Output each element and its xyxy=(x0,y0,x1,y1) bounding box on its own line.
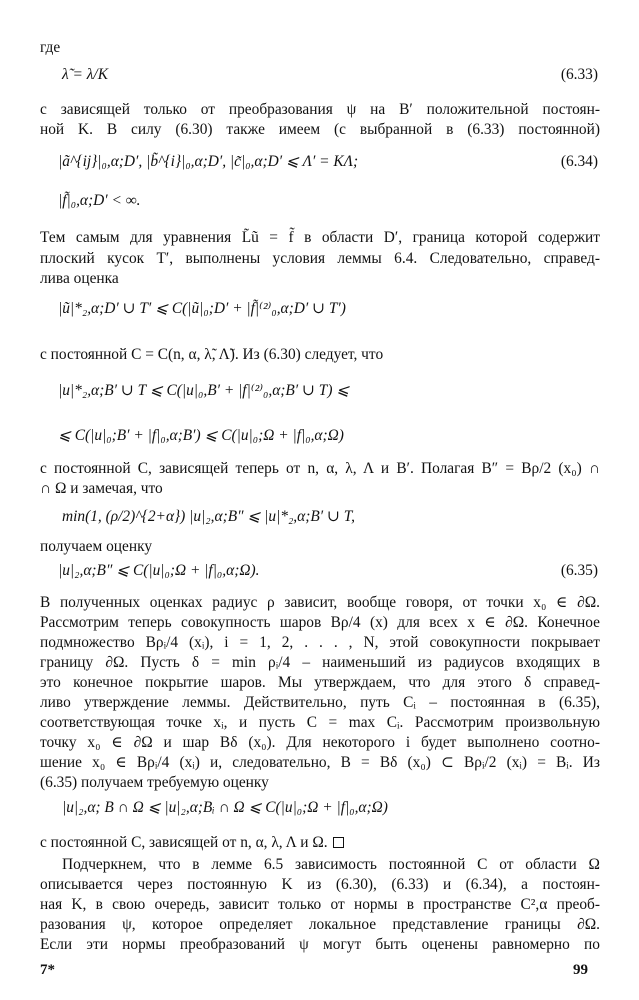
qed-square-icon xyxy=(333,837,344,848)
text-line: разования ψ, которое определяет локальное представление границы ∂Ω. xyxy=(40,916,600,933)
text-line: подмножество Bρᵢ/4 (xᵢ), i = 1, 2, . . . , N, этой совокупности покрывает xyxy=(40,634,600,651)
text-line: получаем оценку xyxy=(40,538,153,555)
formula-6-33: λ̃ = λ/K xyxy=(62,66,108,83)
text-line: Тем самым для уравнения L̃ũ = f̃ в области D′, граница которой содержит xyxy=(40,229,600,246)
text-line: Рассмотрим теперь совокупность шаров Bρ/4 (x) для всех x ∈ ∂Ω. Конечное xyxy=(40,614,600,631)
text-line: описывается через постоянную K из (6.30), (6.33) и (6.34), а постоян- xyxy=(40,876,600,893)
text-line: это конечное покрытие шаров. Мы утверждаем, что для этого δ справед- xyxy=(40,674,600,691)
signature-mark: 7* xyxy=(40,962,55,978)
text-line: с постоянной C = C(n, α, λ̃, Λ̃). Из (6.30) следует, что xyxy=(40,346,384,363)
text-line: с зависящей только от преобразования ψ на B′ положительной постоян- xyxy=(40,101,600,118)
formula-6-35: |u|₂,α;B″ ⩽ C(|u|₀;Ω + |f|₀,α;Ω). xyxy=(58,562,260,579)
text-line: лива оценка xyxy=(40,270,119,287)
text-line: с постоянной C, зависящей теперь от n, α, λ, Λ и B′. Полагая B″ = Bρ/2 (x₀) ∩ xyxy=(40,460,600,477)
text-line-end-proof xyxy=(40,833,600,853)
text-line: плоский кусок T′, выполнены условия леммы 6.4. Следовательно, справед- xyxy=(40,250,600,267)
text-line: В полученных оценках радиус ρ зависит, вообще говоря, от точки x₀ ∈ ∂Ω. xyxy=(40,594,600,611)
text-line: ной K. В силу (6.30) также имеем (с выбранной в (6.33) постоянной) xyxy=(40,121,600,138)
text-span: с постоянной C, зависящей от n, α, λ, Λ и Ω. xyxy=(40,834,328,851)
equation-number-6-33: (6.33) xyxy=(560,66,598,83)
formula-6-34-b: |f̃|₀,α;D′ < ∞. xyxy=(58,192,141,209)
text-line: ливо утверждение леммы. Действительно, путь Cᵢ – постоянная в (6.35), xyxy=(40,694,600,711)
formula-boundary-1: |u|*₂,α;B′ ∪ T ⩽ C(|u|₀,B′ + |f|⁽²⁾₀,α;B′ ∪ T) ⩽ xyxy=(58,382,350,399)
formula-boundary-2: ⩽ C(|u|₀;B′ + |f|₀,α;B′) ⩽ C(|u|₀;Ω + |f|₀,α;Ω) xyxy=(58,427,344,444)
text-line: ∩ Ω и замечая, что xyxy=(40,480,163,497)
equation-number-6-34: (6.34) xyxy=(560,153,598,170)
formula-final: |u|₂,α; B ∩ Ω ⩽ |u|₂,α;Bᵢ ∩ Ω ⩽ C(|u|₀;Ω + |f|₀,α;Ω) xyxy=(62,799,388,816)
text-line: ная K, в свою очередь, зависит только от нормы в пространстве C²,α преоб- xyxy=(40,896,600,913)
intro-word: где xyxy=(40,39,61,56)
page-number: 99 xyxy=(573,962,588,978)
text-line: шение x₀ ∈ Bρᵢ/4 (xᵢ) и, следовательно, B = Bδ (x₀) ⊂ Bρᵢ/2 (xᵢ) = Bᵢ. Из xyxy=(40,754,600,771)
formula-min: min(1, (ρ/2)^{2+α}) |u|₂,α;B″ ⩽ |u|*₂,α;B′ ∪ T, xyxy=(62,508,355,525)
equation-number-6-35: (6.35) xyxy=(560,562,598,579)
text-line: границу ∂Ω. Пусть δ = min ρᵢ/4 – наименьший из радиусов входящих в xyxy=(40,654,600,671)
text-line: соответствующая точке xᵢ, и пусть C = max Cᵢ. Рассмотрим произвольную xyxy=(40,714,600,731)
text-line: Подчеркнем, что в лемме 6.5 зависимость постоянной C от области Ω xyxy=(62,856,600,873)
text-line: точку x₀ ∈ ∂Ω и шар Bδ (x₀). Для некоторого i будет выполнено соотно- xyxy=(40,734,600,751)
formula-6-34-a: |ã^{ij}|₀,α;D′, |b̃^{i}|₀,α;D′, |c̃|₀,α;D′ ⩽ Λ′ = KΛ; xyxy=(58,153,359,170)
text-line: Если эти нормы преобразований ψ могут быть оценены равномерно по xyxy=(40,936,600,953)
formula-lemma-estimate: |ũ|*₂,α;D′ ∪ T′ ⩽ C(|ũ|₀;D′ + |f̃|⁽²⁾₀,α;D′ ∪ T′) xyxy=(58,300,346,317)
text-line: (6.35) получаем требуемую оценку xyxy=(40,774,269,791)
